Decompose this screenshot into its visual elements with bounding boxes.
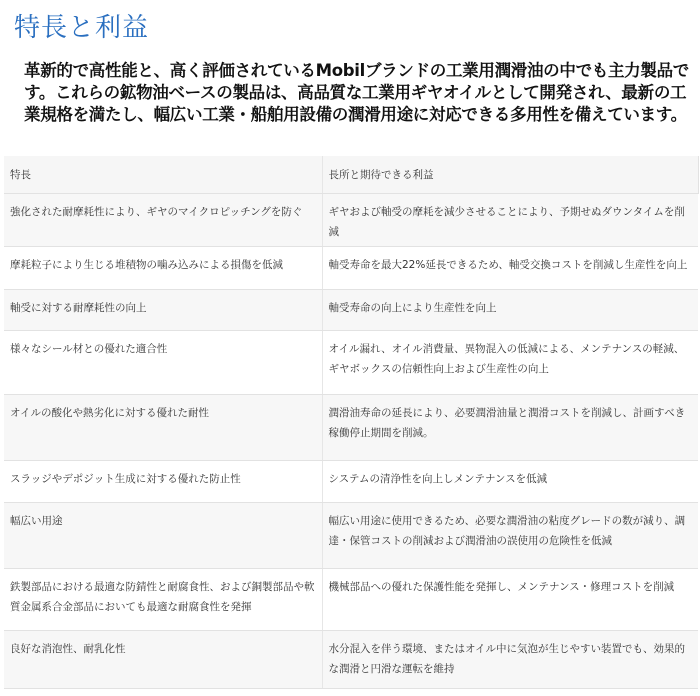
feature-cell: スラッジやデポジット生成に対する優れた防止性 (4, 460, 322, 502)
intro-paragraph: 革新的で高性能と、高く評価されているMobilブランドの工業用潤滑油の中でも主力製品です。これらの鉱物油ベースの製品は、高品質な工業用ギヤオイルとして開発され、最新の工業規格を満たし、幅広い工業・船舶用設備の潤滑用途に対応できる多用性を備えています。 (24, 61, 689, 124)
feature-cell: 様々なシール材との優れた適合性 (4, 330, 322, 394)
features-table (4, 156, 699, 689)
benefit-cell: システムの清浄性を向上しメンテナンスを低減 (322, 460, 698, 502)
table-header-row (4, 156, 698, 193)
feature-cell: 軸受に対する耐摩耗性の向上 (4, 289, 322, 330)
benefit-cell: 軸受寿命の向上により生産性を向上 (322, 289, 698, 330)
table-row (4, 246, 698, 289)
table-row (4, 630, 698, 688)
page-title: 特長と利益 (14, 13, 150, 43)
feature-cell: 鉄製部品における最適な防錆性と耐腐食性、および銅製部品や軟質金属系合金部品においても最適な耐腐食性を発揮 (4, 568, 322, 630)
table-row (4, 502, 698, 568)
header-feature: 特長 (4, 156, 322, 193)
header-benefit: 長所と期待できる利益 (322, 156, 698, 193)
benefit-cell: ギヤおよび軸受の摩耗を減少させることにより、予期せぬダウンタイムを削減 (322, 193, 698, 246)
benefit-cell: 潤滑油寿命の延長により、必要潤滑油量と潤滑コストを削減し、計画すべき稼働停止期間を削減。 (322, 394, 698, 460)
feature-cell: オイルの酸化や熱劣化に対する優れた耐性 (4, 394, 322, 460)
feature-cell: 摩耗粒子により生じる堆積物の噛み込みによる損傷を低減 (4, 246, 322, 289)
benefit-cell: 幅広い用途に使用できるため、必要な潤滑油の粘度グレードの数が減り、調達・保管コストの削減および潤滑油の誤使用の危険性を低減 (322, 502, 698, 568)
feature-cell: 良好な消泡性、耐乳化性 (4, 630, 322, 688)
benefit-cell: 軸受寿命を最大22%延長できるため、軸受交換コストを削減し生産性を向上 (322, 246, 698, 289)
feature-cell: 幅広い用途 (4, 502, 322, 568)
table-row (4, 330, 698, 394)
table-row (4, 289, 698, 330)
table-row (4, 568, 698, 630)
feature-cell: 強化された耐摩耗性により、ギヤのマイクロピッチングを防ぐ (4, 193, 322, 246)
table-row (4, 193, 698, 246)
benefit-cell: オイル漏れ、オイル消費量、異物混入の低減による、メンテナンスの軽減、ギヤボックスの信頼性向上および生産性の向上 (322, 330, 698, 394)
table-row (4, 394, 698, 460)
table-row (4, 460, 698, 502)
benefit-cell: 機械部品への優れた保護性能を発揮し、メンテナンス・修理コストを削減 (322, 568, 698, 630)
benefit-cell: 水分混入を伴う環境、またはオイル中に気泡が生じやすい装置でも、効果的な潤滑と円滑な運転を維持 (322, 630, 698, 688)
